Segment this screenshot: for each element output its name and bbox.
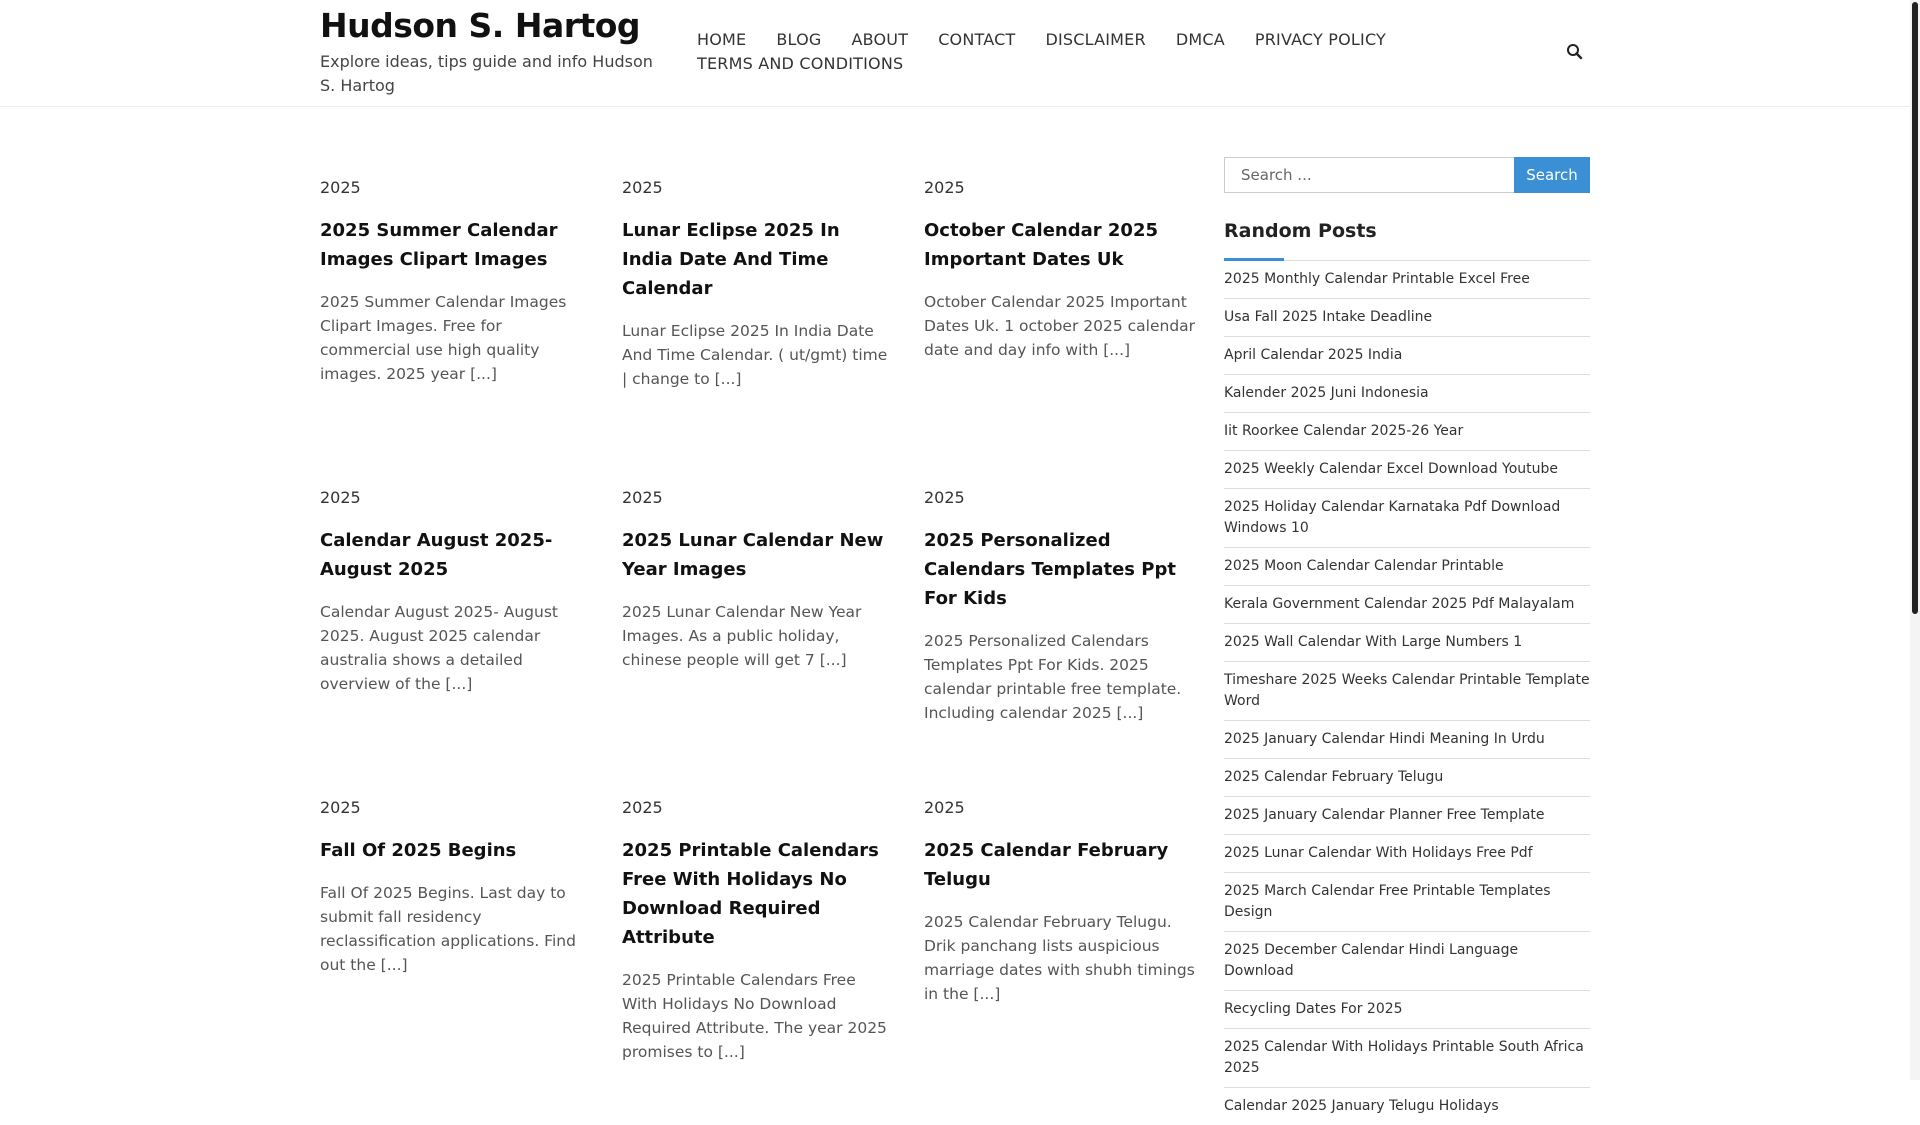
scrollbar-thumb[interactable] [1912, 2, 1918, 614]
post-title[interactable]: 2025 Personalized Calendars Templates Ppt For Kids [924, 530, 1176, 609]
post-excerpt: 2025 Summer Calendar Images Clipart Images. Free for commercial use high quality images. 2025 year [...] [320, 293, 567, 383]
post-title[interactable]: October Calendar 2025 Important Dates Uk [924, 220, 1158, 270]
post-excerpt: October Calendar 2025 Important Dates Uk. 1 october 2025 calendar date and day info with [...] [924, 293, 1196, 359]
random-post-link[interactable]: 2025 January Calendar Planner Free Template [1224, 797, 1590, 835]
post-card [924, 176, 1196, 486]
nav-dmca[interactable]: DMCA [1175, 30, 1225, 49]
random-post-link[interactable]: Recycling Dates For 2025 [1224, 991, 1590, 1029]
random-post-link[interactable]: Usa Fall 2025 Intake Deadline [1224, 299, 1590, 337]
site-title[interactable]: Hudson S. Hartog [320, 6, 641, 45]
post-excerpt: Calendar August 2025- August 2025. August 2025 calendar australia shows a detailed overview of the [...] [320, 603, 559, 693]
random-post-link[interactable]: 2025 December Calendar Hindi Language Download [1224, 932, 1590, 991]
post-card [622, 796, 894, 1106]
post-category[interactable]: 2025 [320, 178, 361, 197]
nav-home[interactable]: HOME [697, 30, 747, 49]
random-post-link[interactable]: 2025 Holiday Calendar Karnataka Pdf Download Windows 10 [1224, 489, 1590, 548]
random-post-link[interactable]: 2025 Wall Calendar With Large Numbers 1 [1224, 624, 1590, 662]
nav-privacy-policy[interactable]: PRIVACY POLICY [1254, 30, 1387, 49]
post-card [924, 796, 1196, 1106]
post-title[interactable]: Calendar August 2025- August 2025 [320, 530, 553, 580]
post-category[interactable]: 2025 [320, 798, 361, 817]
post-card [924, 486, 1196, 796]
post-card [622, 176, 894, 486]
random-post-link[interactable]: Calendar 2025 January Telugu Holidays [1224, 1098, 1499, 1114]
search-form [1224, 157, 1590, 193]
post-category[interactable]: 2025 [622, 178, 663, 197]
post-excerpt: 2025 Calendar February Telugu. Drik panchang lists auspicious marriage dates with shubh timings in the [...] [924, 913, 1195, 1003]
random-post-link[interactable]: 2025 Lunar Calendar With Holidays Free Pdf [1224, 835, 1590, 873]
nav-terms-and-conditions[interactable]: TERMS AND CONDITIONS [697, 54, 904, 73]
nav-about[interactable]: ABOUT [851, 30, 909, 49]
nav-disclaimer[interactable]: DISCLAIMER [1045, 30, 1146, 49]
post-excerpt: 2025 Personalized Calendars Templates Ppt For Kids. 2025 calendar printable free template. Including calendar 2025 [...] [924, 632, 1182, 722]
post-category[interactable]: 2025 [924, 178, 965, 197]
search-icon[interactable] [1565, 42, 1585, 62]
random-post-link[interactable]: 2025 January Calendar Hindi Meaning In Urdu [1224, 721, 1590, 759]
random-posts-list [1224, 261, 1590, 1125]
random-post-link[interactable]: Kalender 2025 Juni Indonesia [1224, 375, 1590, 413]
random-post-link[interactable]: 2025 Weekly Calendar Excel Download Youtube [1224, 451, 1590, 489]
post-excerpt: Lunar Eclipse 2025 In India Date And Time Calendar. ( ut/gmt) time | change to [...] [622, 322, 888, 388]
random-post-link[interactable]: 2025 Moon Calendar Calendar Printable [1224, 548, 1590, 586]
post-title[interactable]: 2025 Calendar February Telugu [924, 840, 1169, 890]
post-category[interactable]: 2025 [924, 798, 965, 817]
search-input[interactable] [1224, 157, 1514, 193]
random-post-link[interactable]: Timeshare 2025 Weeks Calendar Printable Template Word [1224, 662, 1590, 721]
sidebar [1224, 157, 1590, 1125]
random-post-link[interactable]: 2025 Calendar With Holidays Printable South Africa 2025 [1224, 1029, 1590, 1088]
post-title[interactable]: 2025 Printable Calendars Free With Holidays No Download Required Attribute [622, 840, 879, 948]
post-excerpt: 2025 Printable Calendars Free With Holidays No Download Required Attribute. The year 2025 promises to [...] [622, 971, 887, 1061]
post-card [320, 796, 592, 1106]
random-post-link[interactable]: 2025 Monthly Calendar Printable Excel Free [1224, 261, 1590, 299]
random-post-link[interactable]: 2025 Calendar February Telugu [1224, 759, 1590, 797]
site-header [0, 0, 1910, 107]
nav-contact[interactable]: CONTACT [938, 30, 1016, 49]
search-button[interactable]: Search [1514, 157, 1590, 193]
nav-blog[interactable]: BLOG [776, 30, 822, 49]
random-post-link[interactable]: Kerala Government Calendar 2025 Pdf Malayalam [1224, 586, 1590, 624]
post-card [320, 176, 592, 486]
post-category[interactable]: 2025 [622, 798, 663, 817]
post-category[interactable]: 2025 [320, 488, 361, 507]
post-title[interactable]: 2025 Summer Calendar Images Clipart Images [320, 220, 558, 270]
post-card [320, 486, 592, 796]
post-title[interactable]: Lunar Eclipse 2025 In India Date And Time Calendar [622, 220, 840, 299]
main-nav [697, 28, 1407, 76]
post-title[interactable]: 2025 Lunar Calendar New Year Images [622, 530, 884, 580]
site-description: Explore ideas, tips guide and info Hudson S. Hartog [320, 52, 653, 95]
post-excerpt: 2025 Lunar Calendar New Year Images. As a public holiday, chinese people will get 7 [...] [622, 603, 862, 669]
post-excerpt: Fall Of 2025 Begins. Last day to submit fall residency reclassification applications. Find out the [...] [320, 884, 576, 974]
random-post-link[interactable]: April Calendar 2025 India [1224, 337, 1590, 375]
random-post-link[interactable]: Iit Roorkee Calendar 2025-26 Year [1224, 413, 1590, 451]
post-card [622, 486, 894, 796]
post-category[interactable]: 2025 [924, 488, 965, 507]
posts-grid [320, 176, 1200, 1106]
post-category[interactable]: 2025 [622, 488, 663, 507]
random-posts-title: Random Posts [1224, 220, 1590, 261]
post-title[interactable]: Fall Of 2025 Begins [320, 840, 517, 861]
random-post-link[interactable]: 2025 March Calendar Free Printable Templates Design [1224, 873, 1590, 932]
